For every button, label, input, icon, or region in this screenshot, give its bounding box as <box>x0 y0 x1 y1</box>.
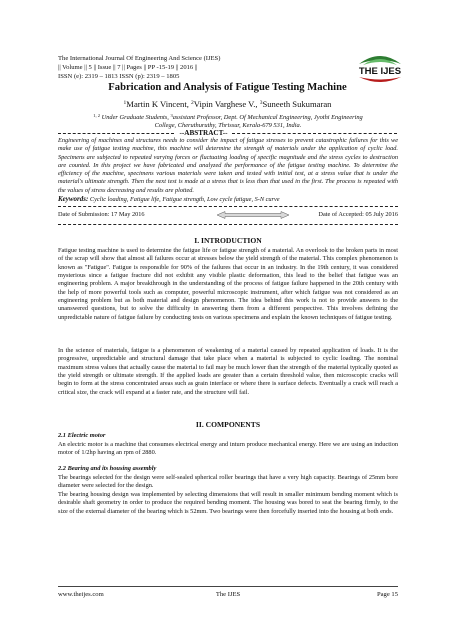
components-heading: II. COMPONENTS <box>195 420 261 429</box>
rule-top <box>58 206 398 207</box>
subsection-2-1-heading: 2.1 Electric motor <box>58 432 106 439</box>
journal-header <box>58 54 358 82</box>
subsection-2-2-paragraph-2: The bearing housing design was implemented by selecting dimensions that will result in smaller minimum bending moment which is desirable shaft geometry in order to produce the required bending moment. The housing was bored to seat the bearing firmly, to the size of the external diameter of the bearing which is 52mm. Two bearings were then forcefully inserted into the housing at both ends. <box>58 491 398 515</box>
author-2: Vipin Varghese V., <box>193 99 260 109</box>
affiliation <box>56 112 400 131</box>
author-3-sup: 3 <box>259 100 263 106</box>
page-footer <box>58 590 398 600</box>
journal-issn: ISSN (e): 2319 – 1813 ISSN (p): 2319 – 1805 <box>58 73 180 81</box>
abstract-rule-left <box>58 133 174 134</box>
subsection-2-2-paragraph-1: The bearings selected for the design were self-sealed spherical roller bearings that have a very high capacity. Bearings of 25mm bore diameter were selected for the design. <box>58 474 398 490</box>
journal-logo <box>355 50 405 86</box>
abstract-rule-right <box>232 133 397 134</box>
affil-sup-2: 3 <box>170 113 173 118</box>
footer-website[interactable]: www.theijes.com <box>58 591 104 598</box>
footer-journal: The IJES <box>215 591 241 598</box>
author-1-sup: 1 <box>123 100 127 106</box>
logo-text: THE IJES <box>358 66 402 77</box>
author-2-sup: 2 <box>191 100 194 106</box>
ijes-logo-icon <box>355 50 405 86</box>
author-3: Suneeth Sukumaran <box>262 99 332 109</box>
subsection-2-2-heading: 2.2 Bearing and its housing assembly <box>58 465 157 472</box>
dates-row <box>58 210 398 220</box>
footer-rule <box>58 586 398 587</box>
intro-heading: I. INTRODUCTION <box>194 236 262 245</box>
rule-bottom <box>58 224 398 225</box>
keywords-text: Cyclic loading, Fatigue life, Fatigue strength, Low cycle fatigue, S-N curve <box>88 196 280 203</box>
double-arrow-icon <box>216 211 290 219</box>
keywords <box>58 195 398 204</box>
intro-paragraph-1: Fatigue testing machine is used to determine the fatigue life or fatigue strength of a material. An overlook to the broken parts in most of the scrap will show that almost all failures occur at stresses below the yield strength of the material. This complex phenomenon is known as "Fatigue". Fatigue is responsible for 90% of the failures that occur in an industry. In the 19th century, it was considered mysterious since a fatigue fracture did not exhibit any visible plastic deformation, this lead to the belief that fatigue was an engineering problem. A major breakthrough in the understanding of the process of fatigue failure happened in the 20th century with the help of more powerful tools such as computer, powerful microscopic instrument, after which fatigue was not considered as an engineering problem but as both material and design phenomenon. The idea behind this work is not to provide answers to the unanswered questions, but to solve the difficulty in answering them from a different perspective. This involves defining the unpredictable nature of fatigue failure by conducting tests on various specimens and explain the known techniques of fatigue testing. <box>58 247 398 321</box>
affil-line1-pre: Under Graduate Students, <box>99 114 171 121</box>
abstract-label: --ABSTRACT-- <box>179 129 228 137</box>
affil-line1-post: assistant Professor, Dept. Of Mechanical Engineering, Jyothi Engineering <box>172 114 363 121</box>
intro-paragraph-2: In the science of materials, fatigue is a phenomenon of weakening of a material caused by repeated application of loads. It is the progressive, unpredictable and structural damage that take place when a material is subjected to cyclic loading. The nominal maximum stress values that actually cause the material to fail may be much lower than the strength of the material typically quoted as the yield strength or ultimate strength. If the applied loads are greater than a certain threshold value, then microscopic cracks will begin to form at the stress concentrated areas such as grain interface or where there is surface defects. Eventually a crack will reach a critical size, the crack will expand at a faster rate, and the structure will fail. <box>58 347 398 396</box>
keywords-label: Keywords: <box>58 195 89 203</box>
author-list <box>40 99 415 109</box>
abstract-text: Engineering of machines and structures needs to consider the impact of fatigue stresses to prevent catastrophic failures for this we make use of fatigue testing machine, this machine will determine the strength of materials under the application of cyclic load. Specimens are subjected to repeated varying forces or fluctuating loading of specific magnitude and the stress cycles to destruction are counted. In this project we have fabricated and analyzed the performance of the fatigue testing machine. To determine the efficiency of the machine, specimens various materials were taken and tested with initial test, at a stress value that is under the material's ultimate strength. Then the next test is made at a stress that is less than that used in the first. The process is repeated with the values of stress decreasing and results are plotted. <box>58 137 398 194</box>
accepted-date: Date of Accepted: 05 July 2016 <box>318 211 398 218</box>
footer-page-number: Page 15 <box>376 591 398 598</box>
author-1: Martin K Vincent, <box>126 99 192 109</box>
journal-name: The International Journal Of Engineering And Science (IJES) <box>58 55 221 62</box>
paper-title: Fabrication and Analysis of Fatigue Testing Machine <box>108 82 347 93</box>
journal-issue: || Volume || 5 || Issue || 7 || Pages || PP -15-19 || 2016 || <box>58 64 198 72</box>
subsection-2-1-text: An electric motor is a machine that consumes electrical energy and inturn produce mechanical energy. Here we are using an induction motor of 1/2hp having an rpm of 2880. <box>58 441 398 457</box>
submission-date: Date of Submission: 17 May 2016 <box>58 211 145 218</box>
affil-line2: College, Cheruthuruthy, Thrissur, Kerala-679 531, India. <box>154 122 302 130</box>
affil-sup-1: 1, 2 <box>93 113 100 118</box>
